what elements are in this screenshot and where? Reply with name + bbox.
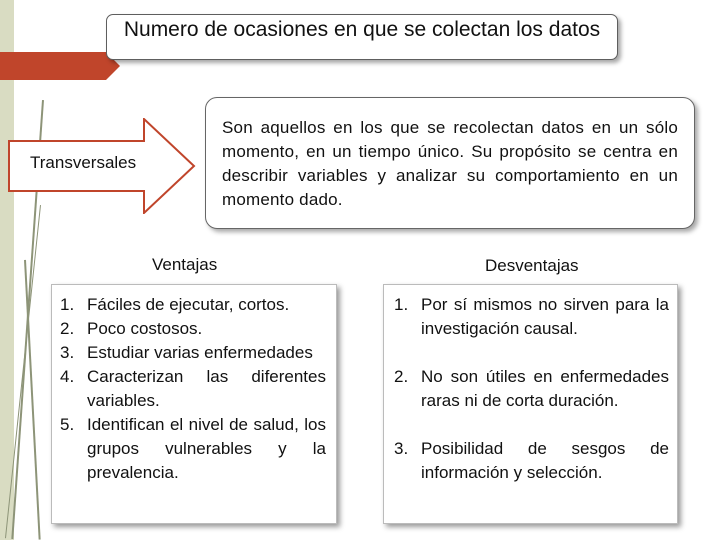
item-number: 2. (394, 367, 409, 386)
page-title: Numero de ocasiones en que se colectan los datos (106, 14, 618, 60)
item-text: Estudiar varias enfermedades (87, 343, 313, 362)
item-number: 2. (60, 319, 75, 338)
advantages-panel (51, 284, 337, 524)
disadvantages-heading: Desventajas (485, 256, 579, 275)
item-number: 4. (60, 367, 75, 386)
item-text: Identifican el nivel de salud, los grupos vulnerables y la prevalencia. (87, 415, 326, 482)
item-text: Por sí mismos no sirven para la investigación causal. (421, 295, 669, 338)
item-number: 3. (60, 343, 75, 362)
item-number: 5. (60, 415, 75, 434)
arrow-label: Transversales (30, 153, 137, 172)
advantages-list (60, 293, 326, 485)
item-text: Poco costosos. (87, 319, 203, 338)
item-text: Caracterizan las diferentes variables. (87, 367, 326, 410)
advantages-heading: Ventajas (152, 255, 218, 274)
item-text: Fáciles de ejecutar, cortos. (87, 295, 290, 314)
disadvantages-list (394, 293, 669, 485)
list-item (394, 437, 669, 485)
item-text: Posibilidad de sesgos de información y selección. (421, 439, 669, 482)
list-item (394, 365, 669, 413)
definition-box: Son aquellos en los que se recolectan datos en un sólo momento, en un tiempo único. Su propósito se centra en describir variables y analizar su comportamiento en un momento dado. (205, 97, 695, 229)
item-text: No son útiles en enfermedades raras ni de corta duración. (421, 367, 669, 410)
decorative-band (0, 0, 14, 540)
item-number: 1. (60, 295, 75, 314)
list-item (394, 293, 669, 341)
list-item (60, 413, 326, 485)
decorative-line (24, 260, 40, 540)
disadvantages-panel (383, 284, 678, 524)
decorative-tab (0, 52, 106, 80)
list-item (60, 293, 326, 317)
list-item (60, 341, 326, 365)
list-item (60, 317, 326, 341)
item-number: 3. (394, 439, 409, 458)
item-number: 1. (394, 295, 409, 314)
list-item (60, 365, 326, 413)
